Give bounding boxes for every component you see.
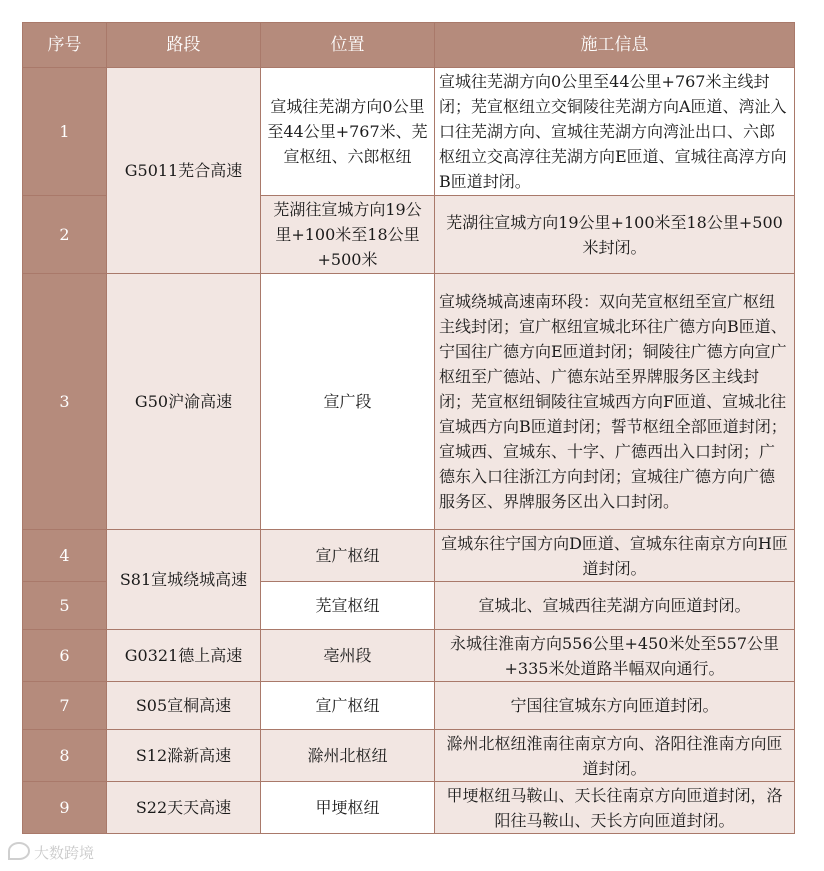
row-index: 7 (23, 682, 107, 730)
row-index: 4 (23, 530, 107, 582)
row-location: 甲埂枢纽 (261, 782, 435, 834)
watermark (8, 842, 94, 863)
table-row (23, 730, 795, 782)
row-info: 宣城东往宁国方向D匝道、宣城东往南京方向H匝道封闭。 (435, 530, 795, 582)
construction-table (22, 22, 795, 834)
row-location: 芜宣枢纽 (261, 582, 435, 630)
row-road: G50沪渝高速 (107, 274, 261, 530)
row-location: 宣城往芜湖方向0公里至44公里+767米、芜宣枢纽、六郎枢纽 (261, 68, 435, 196)
row-info: 永城往淮南方向556公里+450米处至557公里+335米处道路半幅双向通行。 (435, 630, 795, 682)
row-info: 芜湖往宣城方向19公里+100米至18公里+500米封闭。 (435, 196, 795, 274)
table-row (23, 682, 795, 730)
row-index: 3 (23, 274, 107, 530)
row-road: G5011芜合高速 (107, 68, 261, 274)
header-location: 位置 (261, 23, 435, 68)
row-location: 亳州段 (261, 630, 435, 682)
header-row (23, 23, 795, 68)
row-road: S22天天高速 (107, 782, 261, 834)
row-info: 宣城北、宣城西往芜湖方向匝道封闭。 (435, 582, 795, 630)
row-index: 5 (23, 582, 107, 630)
row-info: 滁州北枢纽淮南往南京方向、洛阳往淮南方向匝道封闭。 (435, 730, 795, 782)
row-info: 宣城绕城高速南环段：双向芜宣枢纽至宣广枢纽主线封闭；宣广枢纽宣城北环往广德方向B匝道、宁国往广德方向E匝道封闭；铜陵往广德方向宣广枢纽至广德站、广德东站至界牌服务区主线封闭；芜宣枢纽铜陵往宣城西方向F匝道、宣城北往宣城西方向B匝道封闭；誓节枢纽全部匝道封闭；宣城西、宣城东、十字、广德西出入口封闭；广德东入口往浙江方向封闭；宣城往广德方向广德服务区、界牌服务区出入口封闭。 (435, 274, 795, 530)
watermark-text: 大数跨境 (34, 844, 95, 862)
row-location: 宣广枢纽 (261, 530, 435, 582)
row-road: G0321德上高速 (107, 630, 261, 682)
row-location: 宣广枢纽 (261, 682, 435, 730)
row-index: 6 (23, 630, 107, 682)
row-index: 8 (23, 730, 107, 782)
table-row (23, 530, 795, 582)
table-row (23, 68, 795, 196)
header-info: 施工信息 (435, 23, 795, 68)
row-info: 宁国往宣城东方向匝道封闭。 (435, 682, 795, 730)
row-road: S12滁新高速 (107, 730, 261, 782)
row-road: S81宣城绕城高速 (107, 530, 261, 630)
row-location: 滁州北枢纽 (261, 730, 435, 782)
row-index: 2 (23, 196, 107, 274)
row-info: 甲埂枢纽马鞍山、天长往南京方向匝道封闭，洛阳往马鞍山、天长方向匝道封闭。 (435, 782, 795, 834)
row-index: 1 (23, 68, 107, 196)
header-index: 序号 (23, 23, 107, 68)
table-row (23, 274, 795, 530)
row-index: 9 (23, 782, 107, 834)
row-location: 芜湖往宣城方向19公里+100米至18公里+500米 (261, 196, 435, 274)
row-info: 宣城往芜湖方向0公里至44公里+767米主线封闭；芜宣枢纽立交铜陵往芜湖方向A匝道、湾沚入口往芜湖方向、宣城往芜湖方向湾沚出口、六郎枢纽立交高淳往芜湖方向E匝道、宣城往高淳方向B匝道封闭。 (435, 68, 795, 196)
table-row (23, 630, 795, 682)
row-road: S05宣桐高速 (107, 682, 261, 730)
watermark-logo-icon (8, 842, 30, 860)
table-row (23, 782, 795, 834)
header-road: 路段 (107, 23, 261, 68)
row-location: 宣广段 (261, 274, 435, 530)
